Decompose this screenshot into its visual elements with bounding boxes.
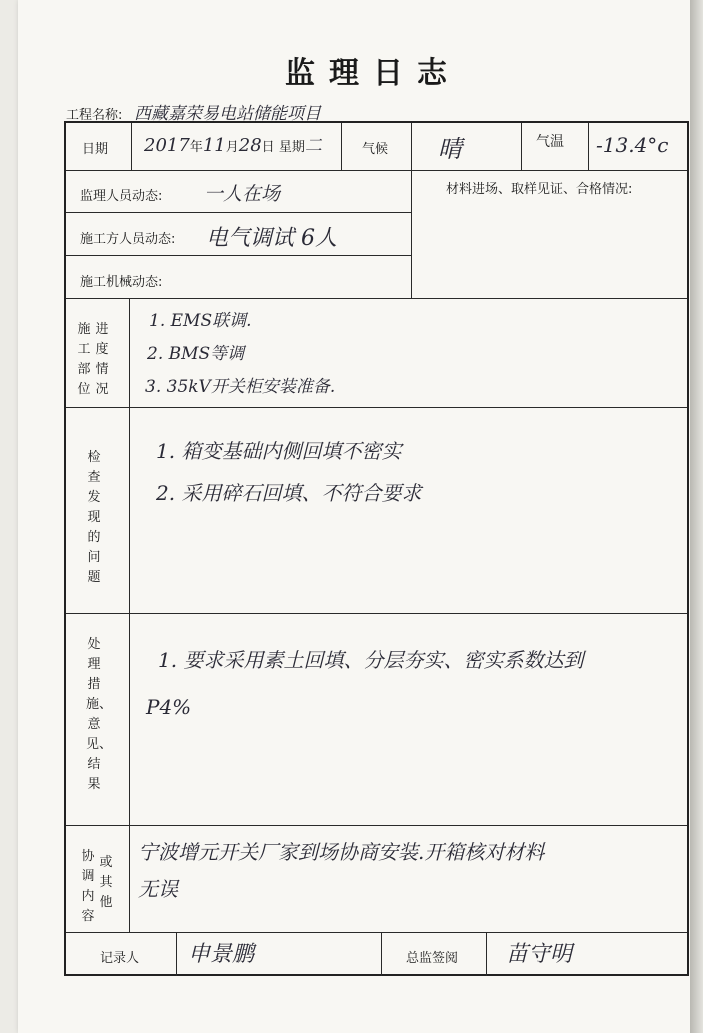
recorder-signature: 申景鹏 bbox=[188, 942, 255, 967]
or-other-label: 或其他 bbox=[99, 855, 113, 910]
contractor-value: 电气调试 6人 bbox=[206, 226, 337, 251]
date-month: 11 bbox=[202, 135, 226, 156]
chief-review-label: 总监签阅 bbox=[406, 951, 459, 966]
construction-location-label: 施工部位 bbox=[77, 322, 91, 397]
measures-label: 处理措施、意见、结果 bbox=[86, 637, 113, 792]
temperature-label: 气温 bbox=[536, 134, 564, 150]
issue-item: 2. 采用碎石回填、不符合要求 bbox=[156, 481, 422, 505]
contractor-label: 施工方人员动态: bbox=[80, 232, 176, 247]
weather-label: 气候 bbox=[362, 142, 389, 157]
project-name: 西藏嘉荣易电站储能项目 bbox=[134, 104, 321, 124]
supervisor-label: 监理人员动态: bbox=[80, 189, 163, 204]
other-line: 无误 bbox=[138, 877, 178, 901]
date-year: 2017 bbox=[144, 135, 190, 156]
progress-item: 3. 35kV开关柜安装准备. bbox=[145, 377, 336, 397]
log-table bbox=[64, 121, 689, 976]
machinery-label: 施工机械动态: bbox=[80, 275, 163, 290]
date-year-suffix: 年 bbox=[189, 140, 203, 155]
date-day-suffix: 日 bbox=[261, 140, 275, 155]
supervisor-value: 一人在场 bbox=[204, 183, 281, 205]
issue-item: 1. 箱变基础内侧回填不密实 bbox=[156, 439, 402, 463]
date-day: 28 bbox=[238, 135, 262, 156]
weather-value: 晴 bbox=[438, 135, 462, 163]
chief-signature: 苗守明 bbox=[506, 942, 573, 967]
recorder-label: 记录人 bbox=[100, 951, 140, 966]
date-field bbox=[144, 131, 322, 156]
temperature-value: -13.4°c bbox=[596, 133, 669, 157]
materials-label: 材料进场、取样见证、合格情况: bbox=[446, 182, 633, 197]
page-edge bbox=[690, 0, 703, 1033]
date-label: 日期 bbox=[82, 142, 109, 157]
coordination-label: 协调内容 bbox=[81, 849, 95, 924]
other-line: 宁波增元开关厂家到场协商安装.开箱核对材料 bbox=[138, 840, 545, 864]
date-month-suffix: 月 bbox=[225, 140, 239, 155]
weekday-label: 星期 bbox=[278, 140, 305, 155]
page-title: 监理日志 bbox=[285, 56, 461, 91]
weekday-value: 二 bbox=[304, 136, 322, 156]
measures-line: 1. 要求采用素土回填、分层夯实、密实系数达到 bbox=[158, 648, 584, 672]
progress-item: 2. BMS等调 bbox=[147, 344, 245, 364]
progress-status-label: 进度情况 bbox=[95, 322, 109, 397]
issues-label: 检查发现的问题 bbox=[87, 450, 101, 585]
progress-item: 1. EMS联调. bbox=[149, 311, 252, 331]
project-label: 工程名称: bbox=[66, 108, 123, 123]
measures-line: P4% bbox=[146, 695, 192, 719]
